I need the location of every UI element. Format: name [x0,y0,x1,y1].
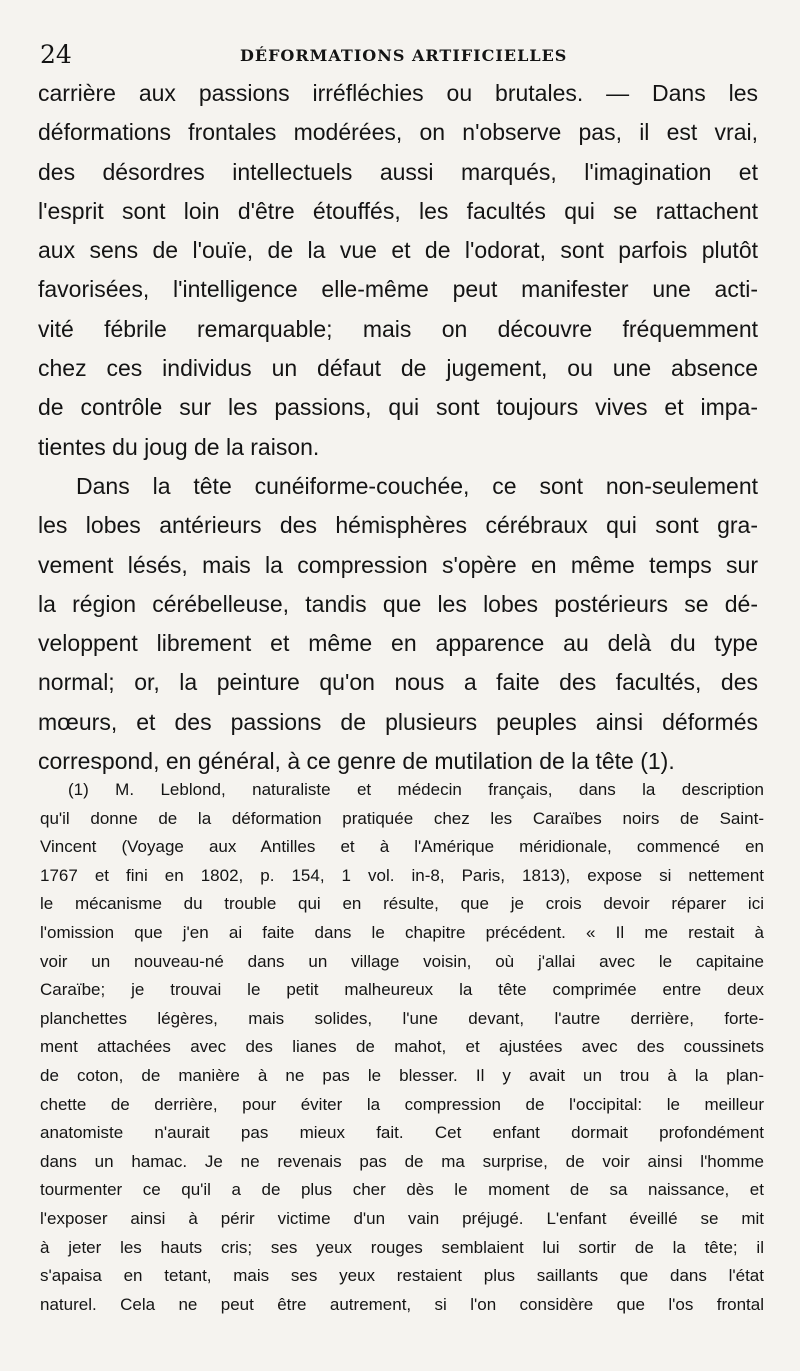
footnote-line: qu'il donne de la déformation pratiquée chez les Caraïbes noirs de Saint- [40,808,764,828]
body-line: déformations frontales modérées, on n'observe pas, il est vrai, [38,119,758,146]
running-title: DÉFORMATIONS ARTIFICIELLES [240,46,568,65]
footnote-line: l'omission que j'en ai faite dans le chapitre précédent. « Il me restait à [40,922,764,942]
footnote-line: 1767 et fini en 1802, p. 154, 1 vol. in-8, Paris, 1813), expose si nettement [40,865,764,885]
body-line: vité fébrile remarquable; mais on découvre fréquemment [38,315,758,342]
page-header [40,40,760,70]
body-line: vement lésés, mais la compression s'opère en même temps sur [38,551,758,578]
footnote [40,776,764,1319]
footnote-line: voir un nouveau-né dans un village voisin, où j'allai avec le capitaine [40,951,764,971]
body-line: correspond, en général, à ce genre de mutilation de la tête (1). [38,748,675,775]
body-line: l'esprit sont loin d'être étouffés, les facultés qui se rattachent [38,197,758,224]
footnote-line: Vincent (Voyage aux Antilles et à l'Amérique méridionale, commencé en [40,837,764,857]
body-text [38,74,758,781]
footnote-line: l'exposer ainsi à périr victime d'un vain préjugé. L'enfant éveillé se mit [40,1208,764,1228]
body-line: des désordres intellectuels aussi marqués, l'imagination et [38,158,758,185]
body-line: mœurs, et des passions de plusieurs peuples ainsi déformés [38,708,758,735]
footnote-line: ment attachées avec des lianes de mahot, et ajustées avec des coussinets [40,1037,764,1057]
footnote-line: chette de derrière, pour éviter la compression de l'occipital: le meilleur [40,1094,764,1114]
body-line: favorisées, l'intelligence elle-même peut manifester une acti- [38,276,758,303]
footnote-line: à jeter les hauts cris; ses yeux rouges semblaient lui sortir de la tête; il [40,1237,764,1257]
body-line: aux sens de l'ouïe, de la vue et de l'odorat, sont parfois plutôt [38,237,758,264]
body-line: chez ces individus un défaut de jugement, ou une absence [38,355,758,382]
body-line: veloppent librement et même en apparence au delà du type [38,630,758,657]
footnote-line: (1) M. Leblond, naturaliste et médecin français, dans la description [68,780,764,799]
body-line: carrière aux passions irréfléchies ou brutales. — Dans les [38,80,758,106]
footnote-line: s'apaisa en tetant, mais ses yeux restaient plus saillants que dans l'état [40,1266,764,1286]
body-line: normal; or, la peinture qu'on nous a faite des facultés, des [38,669,758,696]
footnote-line: planchettes légères, mais solides, l'une devant, l'autre derrière, forte- [40,1008,764,1028]
body-line: la région cérébelleuse, tandis que les lobes postérieurs se dé- [38,590,758,617]
footnote-line: Caraïbe; je trouvai le petit malheureux la tête comprimée entre deux [40,980,764,1000]
footnote-line: tourmenter ce qu'il a de plus cher dès le moment de sa naissance, et [40,1180,764,1200]
body-line: les lobes antérieurs des hémisphères cérébraux qui sont gra- [38,512,758,539]
footnote-line: anatomiste n'aurait pas mieux fait. Cet enfant dormait profondément [40,1123,764,1143]
body-line: Dans la tête cunéiforme-couchée, ce sont non-seulement [76,472,758,499]
page-number: 24 [40,40,72,69]
footnote-line: dans un hamac. Je ne revenais pas de ma surprise, de voir ainsi l'homme [40,1151,764,1171]
body-line: de contrôle sur les passions, qui sont toujours vives et impa- [38,394,758,421]
footnote-line: le mécanisme du trouble qui en résulte, que je crois devoir réparer ici [40,894,764,914]
footnote-line: de coton, de manière à ne pas le blesser. Il y avait un trou à la plan- [40,1065,764,1085]
footnote-line: naturel. Cela ne peut être autrement, si l'on considère que l'os frontal [40,1294,764,1314]
body-line: tientes du joug de la raison. [38,433,320,460]
